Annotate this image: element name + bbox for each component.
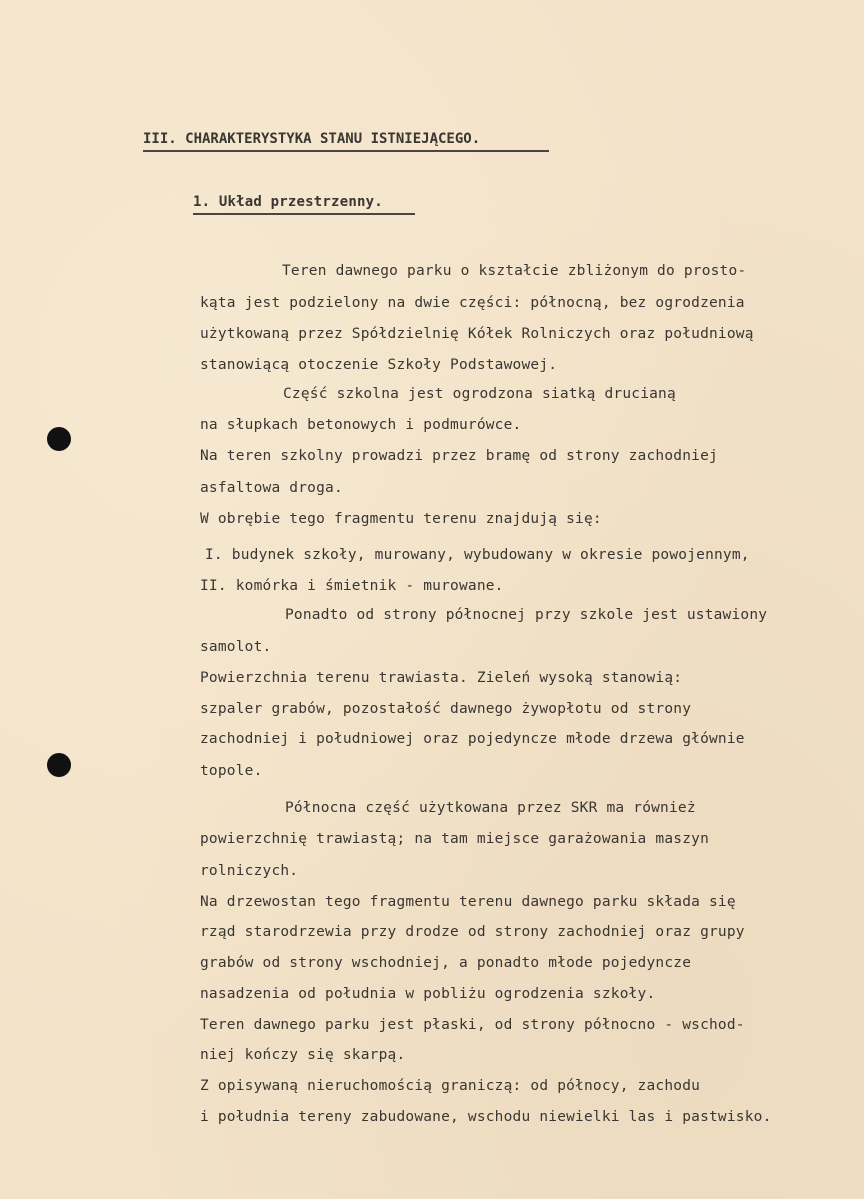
text-line: powierzchnię trawiastą; na tam miejsce garażowania maszyn <box>200 831 709 847</box>
text-line: samolot. <box>200 639 272 655</box>
text-line: Na drzewostan tego fragmentu terenu dawnego parku składa się <box>200 894 736 910</box>
text-line: rząd starodrzewia przy drodze od strony zachodniej oraz grupy <box>200 924 745 940</box>
text-line: i południa tereny zabudowane, wschodu niewielki las i pastwisko. <box>200 1109 772 1125</box>
text-line: rolniczych. <box>200 863 299 879</box>
section-heading-underline <box>143 150 549 152</box>
list-item: II. komórka i śmietnik - murowane. <box>200 578 504 594</box>
text-line: Ponadto od strony północnej przy szkole jest ustawiony <box>285 607 768 623</box>
text-line: Z opisywaną nieruchomością graniczą: od północy, zachodu <box>200 1078 701 1094</box>
text-line: Teren dawnego parku jest płaski, od strony północno - wschod- <box>200 1017 745 1033</box>
text-line: użytkowaną przez Spółdzielnię Kółek Rolniczych oraz południową <box>200 326 754 342</box>
binder-hole-top <box>47 427 71 451</box>
subsection-heading: 1. Układ przestrzenny. <box>193 194 383 210</box>
text-line: nasadzenia od południa w pobliżu ogrodzenia szkoły. <box>200 986 656 1002</box>
text-line: Powierzchnia terenu trawiasta. Zieleń wysoką stanowią: <box>200 670 683 686</box>
text-line: na słupkach betonowych i podmurówce. <box>200 417 522 433</box>
text-line: grabów od strony wschodniej, a ponadto młode pojedyncze <box>200 955 692 971</box>
text-line: W obrębie tego fragmentu terenu znajdują się: <box>200 511 602 527</box>
text-line: Na teren szkolny prowadzi przez bramę od strony zachodniej <box>200 448 718 464</box>
binder-hole-bottom <box>47 753 71 777</box>
section-heading: III. CHARAKTERYSTYKA STANU ISTNIEJĄCEGO. <box>143 131 481 147</box>
text-line: Część szkolna jest ogrodzona siatką drucianą <box>283 386 676 402</box>
text-line: stanowiącą otoczenie Szkoły Podstawowej. <box>200 357 558 373</box>
text-line: niej kończy się skarpą. <box>200 1047 406 1063</box>
text-line: Teren dawnego parku o kształcie zbliżonym do prosto- <box>282 263 747 279</box>
text-line: topole. <box>200 763 263 779</box>
text-line: Północna część użytkowana przez SKR ma również <box>285 800 696 816</box>
subsection-heading-underline <box>193 213 415 215</box>
list-item: I. budynek szkoły, murowany, wybudowany w okresie powojennym, <box>205 547 750 563</box>
text-line: szpaler grabów, pozostałość dawnego żywopłotu od strony <box>200 701 692 717</box>
text-line: asfaltowa droga. <box>200 480 343 496</box>
text-line: kąta jest podzielony na dwie części: północną, bez ogrodzenia <box>200 295 745 311</box>
text-line: zachodniej i południowej oraz pojedyncze młode drzewa głównie <box>200 731 745 747</box>
